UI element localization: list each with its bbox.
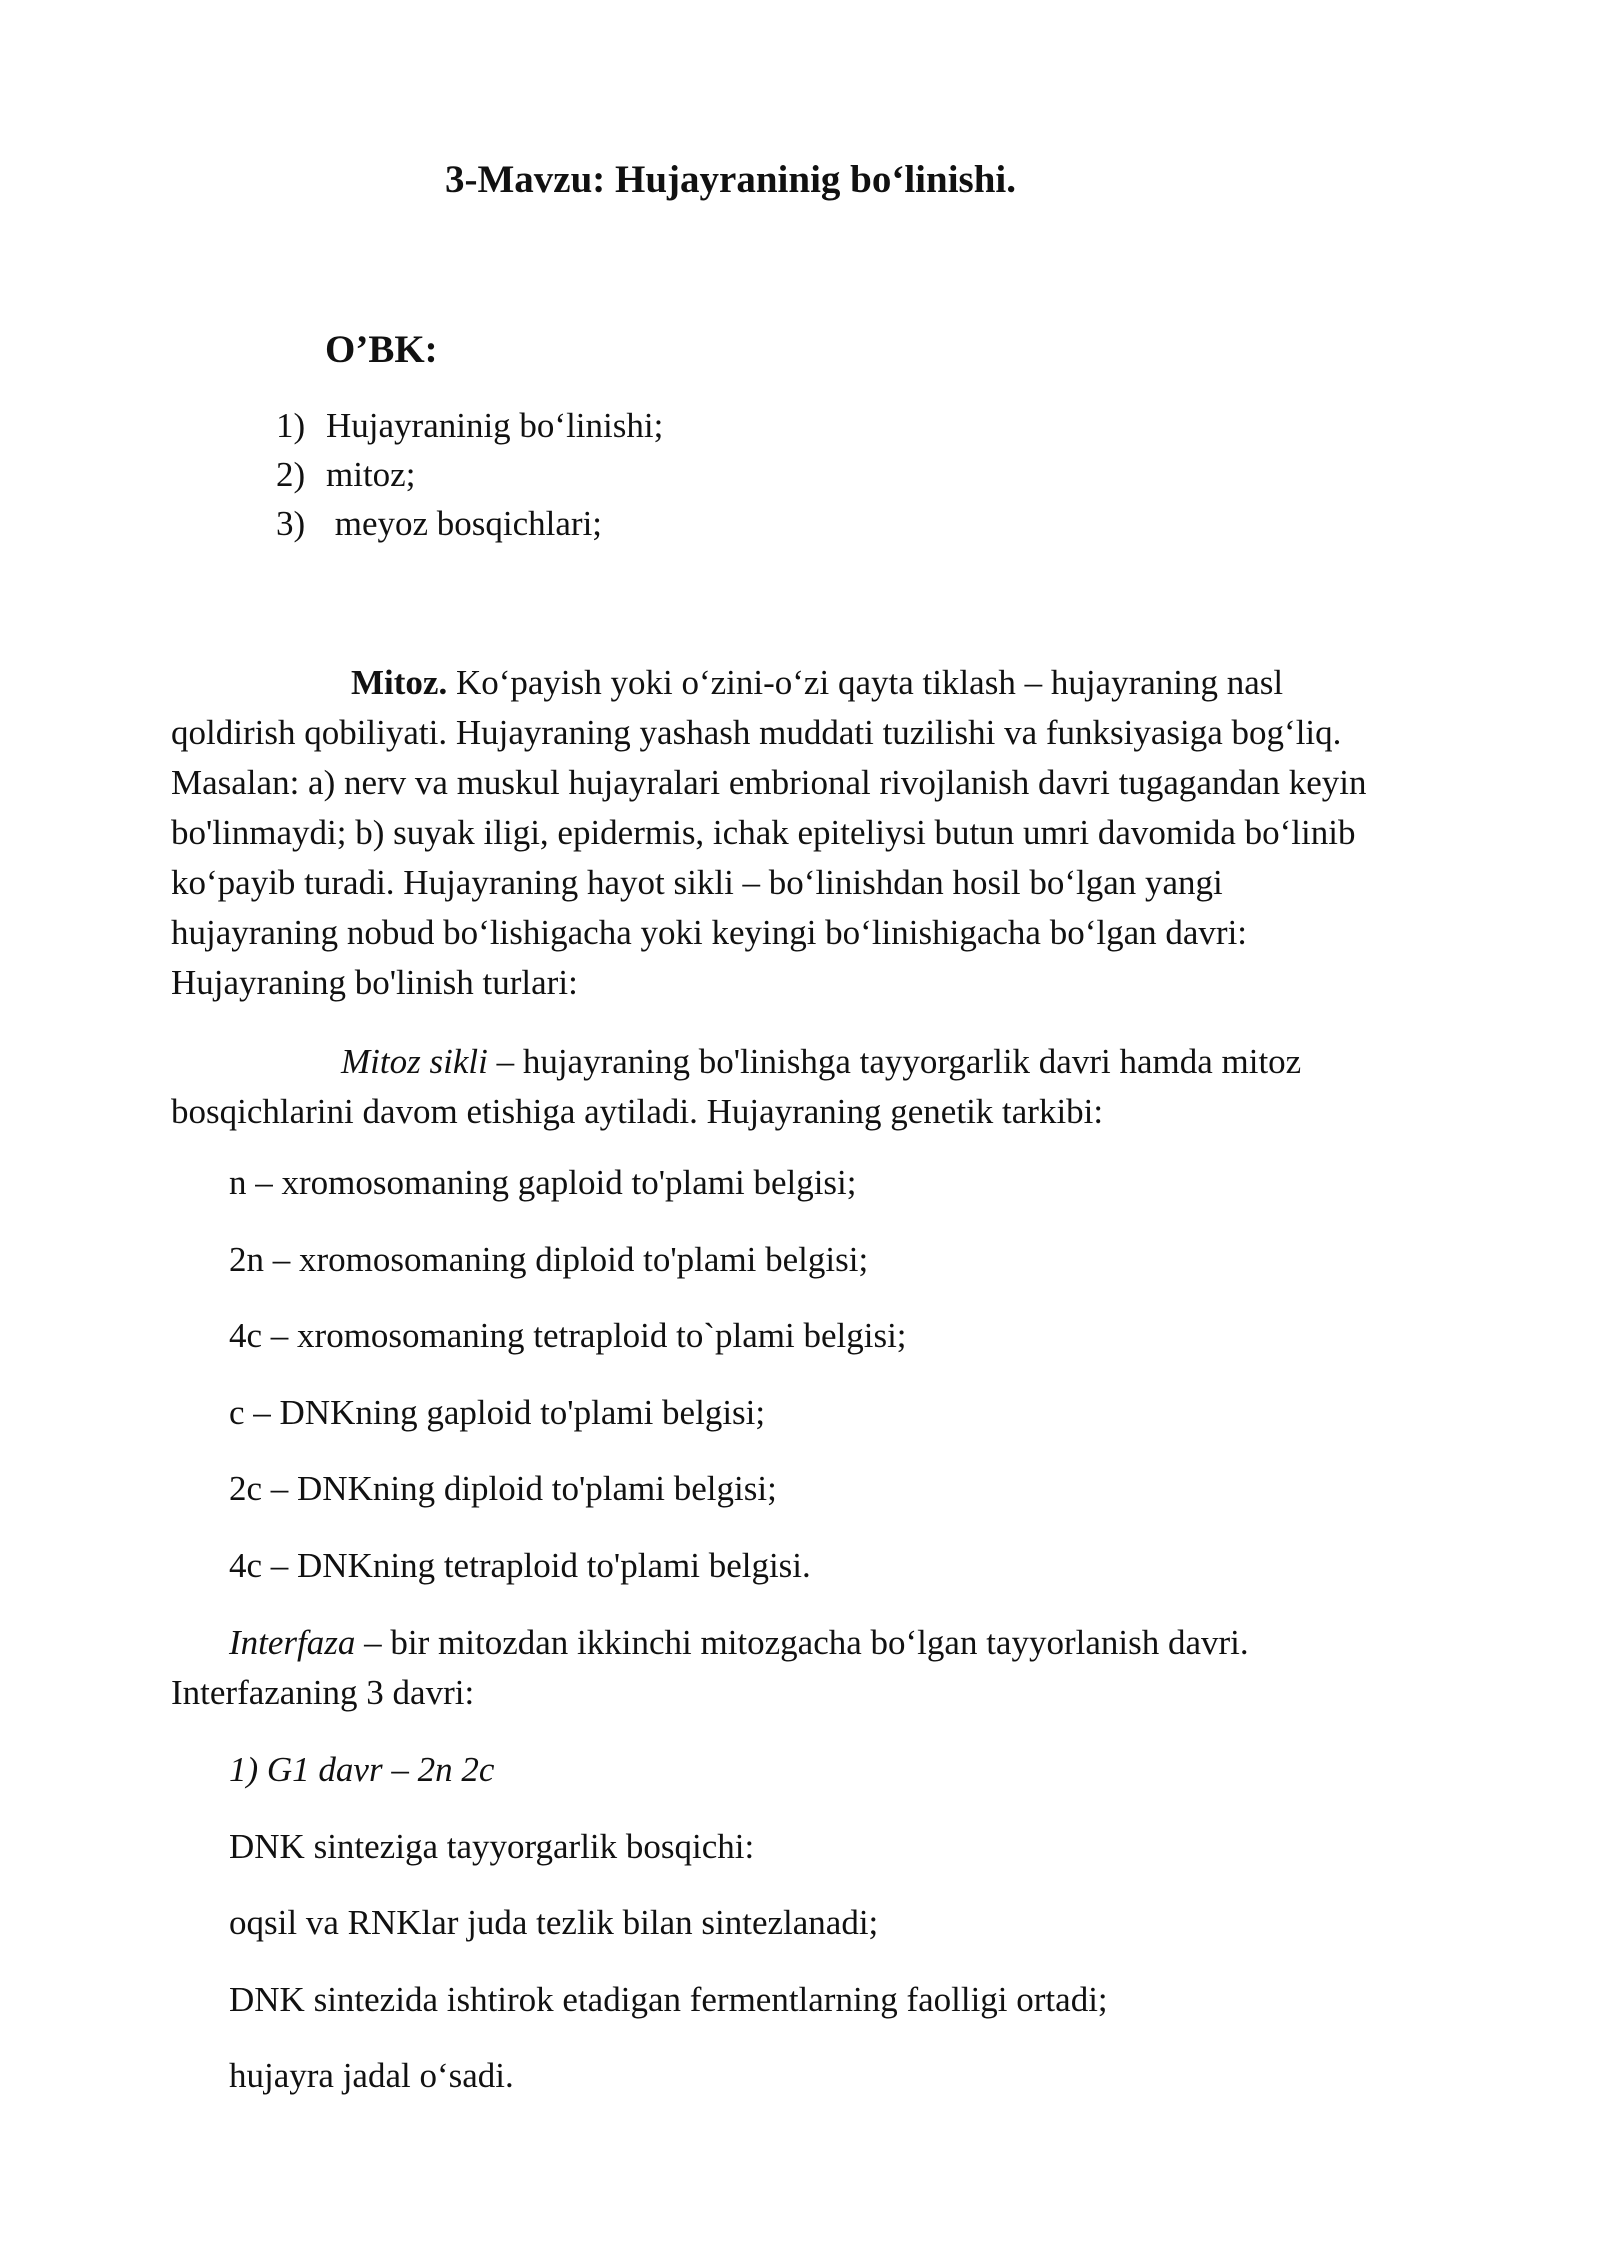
- paragraph-line: bosqichlarini davom etishiga aytiladi. Hujayraning genetik tarkibi:: [171, 1092, 1104, 1131]
- genetic-item: 2n – xromosomaning diploid to'plami belgisi;: [229, 1240, 869, 1279]
- mitoz-sikli-paragraph: [171, 1037, 1471, 1137]
- paragraph-line: hujayraning nobud bo‘lishigacha yoki keyingi bo‘linishigacha bo‘lgan davri:: [171, 913, 1248, 952]
- list-item: [276, 455, 663, 504]
- paragraph-line: – hujayraning bo'linishga tayyorgarlik davri hamda mitoz: [487, 1042, 1302, 1081]
- mitoz-paragraph: [171, 658, 1471, 1008]
- list-number: 3): [276, 504, 306, 543]
- paragraph-line: Ko‘payish yoki o‘zini-o‘zi qayta tiklash – hujayraning nasl: [447, 663, 1284, 702]
- interfaza-term: Interfaza: [229, 1623, 356, 1662]
- list-number: 2): [276, 455, 306, 494]
- mitoz-term: Mitoz.: [351, 663, 448, 702]
- genetic-item: 4c – xromosomaning tetraploid to`plami belgisi;: [229, 1316, 907, 1355]
- obk-heading: O’BK:: [325, 328, 438, 371]
- list-text: Hujayraninig bo‘linishi;: [326, 406, 664, 445]
- g1-item: DNK sinteziga tayyorgarlik bosqichi:: [229, 1827, 755, 1866]
- topics-list: [276, 406, 663, 553]
- g1-item: DNK sintezida ishtirok etadigan fermentlarning faolligi ortadi;: [229, 1980, 1108, 2019]
- interfaza-line: Interfazaning 3 davri:: [171, 1673, 475, 1712]
- g1-item: oqsil va RNKlar juda tezlik bilan sintezlanadi;: [229, 1903, 879, 1942]
- genetic-item: c – DNKning gaploid to'plami belgisi;: [229, 1393, 766, 1432]
- list-text: meyoz bosqichlari;: [326, 504, 603, 543]
- g1-item: hujayra jadal o‘sadi.: [229, 2056, 514, 2095]
- g1-heading: 1) G1 davr – 2n 2c: [229, 1750, 495, 1789]
- list-item: [276, 504, 663, 553]
- paragraph-line: ko‘payib turadi. Hujayraning hayot sikli – bo‘linishdan hosil bo‘lgan yangi: [171, 863, 1223, 902]
- paragraph-line: bo'linmaydi; b) suyak iligi, epidermis, ichak epiteliysi butun umri davomida bo‘linib: [171, 813, 1356, 852]
- genetic-item: 2c – DNKning diploid to'plami belgisi;: [229, 1469, 777, 1508]
- genetic-item: n – xromosomaning gaploid to'plami belgisi;: [229, 1163, 857, 1202]
- paragraph-line: Masalan: a) nerv va muskul hujayralari embrional rivojlanish davri tugagandan keyin: [171, 763, 1367, 802]
- page-title: 3-Mavzu: Hujayraninig bo‘linishi.: [445, 158, 1016, 201]
- interfaza-line: Interfaza – bir mitozdan ikkinchi mitozgacha bo‘lgan tayyorlanish davri.: [229, 1623, 1249, 1662]
- paragraph-line: Hujayraning bo'linish turlari:: [171, 963, 578, 1002]
- list-item: [276, 406, 663, 455]
- list-number: 1): [276, 406, 306, 445]
- genetic-item: 4c – DNKning tetraploid to'plami belgisi.: [229, 1546, 811, 1585]
- mitoz-sikli-term: Mitoz sikli: [341, 1042, 488, 1081]
- paragraph-line: qoldirish qobiliyati. Hujayraning yashash muddati tuzilishi va funksiyasiga bog‘liq.: [171, 713, 1342, 752]
- list-text: mitoz;: [326, 455, 416, 494]
